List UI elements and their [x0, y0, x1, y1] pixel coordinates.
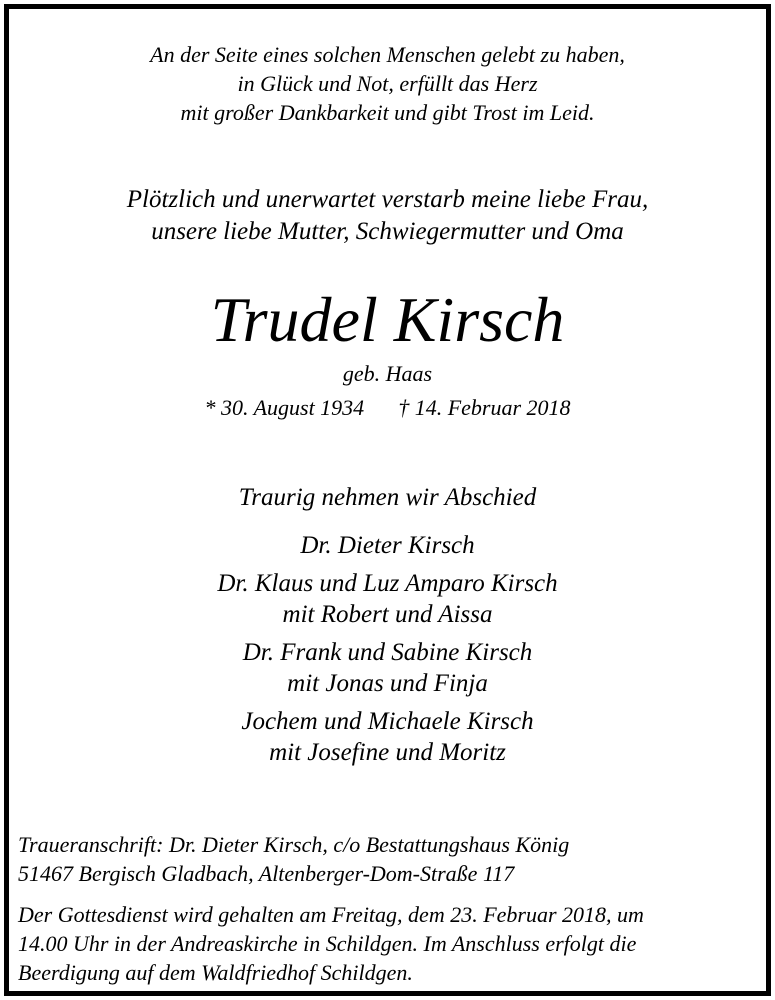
mourner-name: Dr. Dieter Kirsch — [300, 532, 475, 559]
address-line: Traueranschrift: Dr. Dieter Kirsch, c/o Bestattungshaus König — [18, 832, 570, 857]
mourner-group — [0, 530, 775, 561]
service-info — [18, 900, 763, 987]
mourner-group — [0, 637, 775, 699]
mourner-children: mit Josefine und Moritz — [269, 739, 506, 766]
mourner-group — [0, 706, 775, 768]
mourners-list — [0, 530, 775, 775]
address-line: 51467 Bergisch Gladbach, Altenberger-Dom-Straße 117 — [18, 861, 515, 886]
quote-block — [0, 40, 775, 127]
life-dates — [0, 394, 775, 422]
mourner-children: mit Robert und Aissa — [282, 601, 493, 628]
mourner-children: mit Jonas und Finja — [287, 670, 488, 697]
announcement-line: Plötzlich und unerwartet verstarb meine liebe Frau, — [126, 186, 649, 213]
service-line: Beerdigung auf dem Waldfriedhof Schildgen. — [18, 960, 413, 985]
quote-line: An der Seite eines solchen Menschen gelebt zu haben, — [150, 42, 625, 67]
mourner-group — [0, 568, 775, 630]
mourning-address — [18, 830, 763, 888]
announcement-line: unsere liebe Mutter, Schwiegermutter und Oma — [151, 218, 624, 245]
quote-line: mit großer Dankbarkeit und gibt Trost im Leid. — [180, 100, 595, 125]
announcement — [0, 184, 775, 248]
deceased-name: Trudel Kirsch — [210, 284, 565, 355]
mourner-name: Jochem und Michaele Kirsch — [241, 708, 534, 735]
death-date: † 14. Februar 2018 — [398, 395, 571, 420]
farewell-line: Traurig nehmen wir Abschied — [238, 484, 537, 511]
birth-date: * 30. August 1934 — [204, 395, 365, 420]
service-line: 14.00 Uhr in der Andreaskirche in Schildgen. Im Anschluss erfolgt die — [18, 931, 637, 956]
birth-name: geb. Haas — [342, 361, 433, 386]
quote-line: in Glück und Not, erfüllt das Herz — [237, 71, 538, 96]
mourner-name: Dr. Klaus und Luz Amparo Kirsch — [217, 570, 558, 597]
mourner-name: Dr. Frank und Sabine Kirsch — [242, 639, 533, 666]
service-line: Der Gottesdienst wird gehalten am Freitag, dem 23. Februar 2018, um — [18, 902, 644, 927]
